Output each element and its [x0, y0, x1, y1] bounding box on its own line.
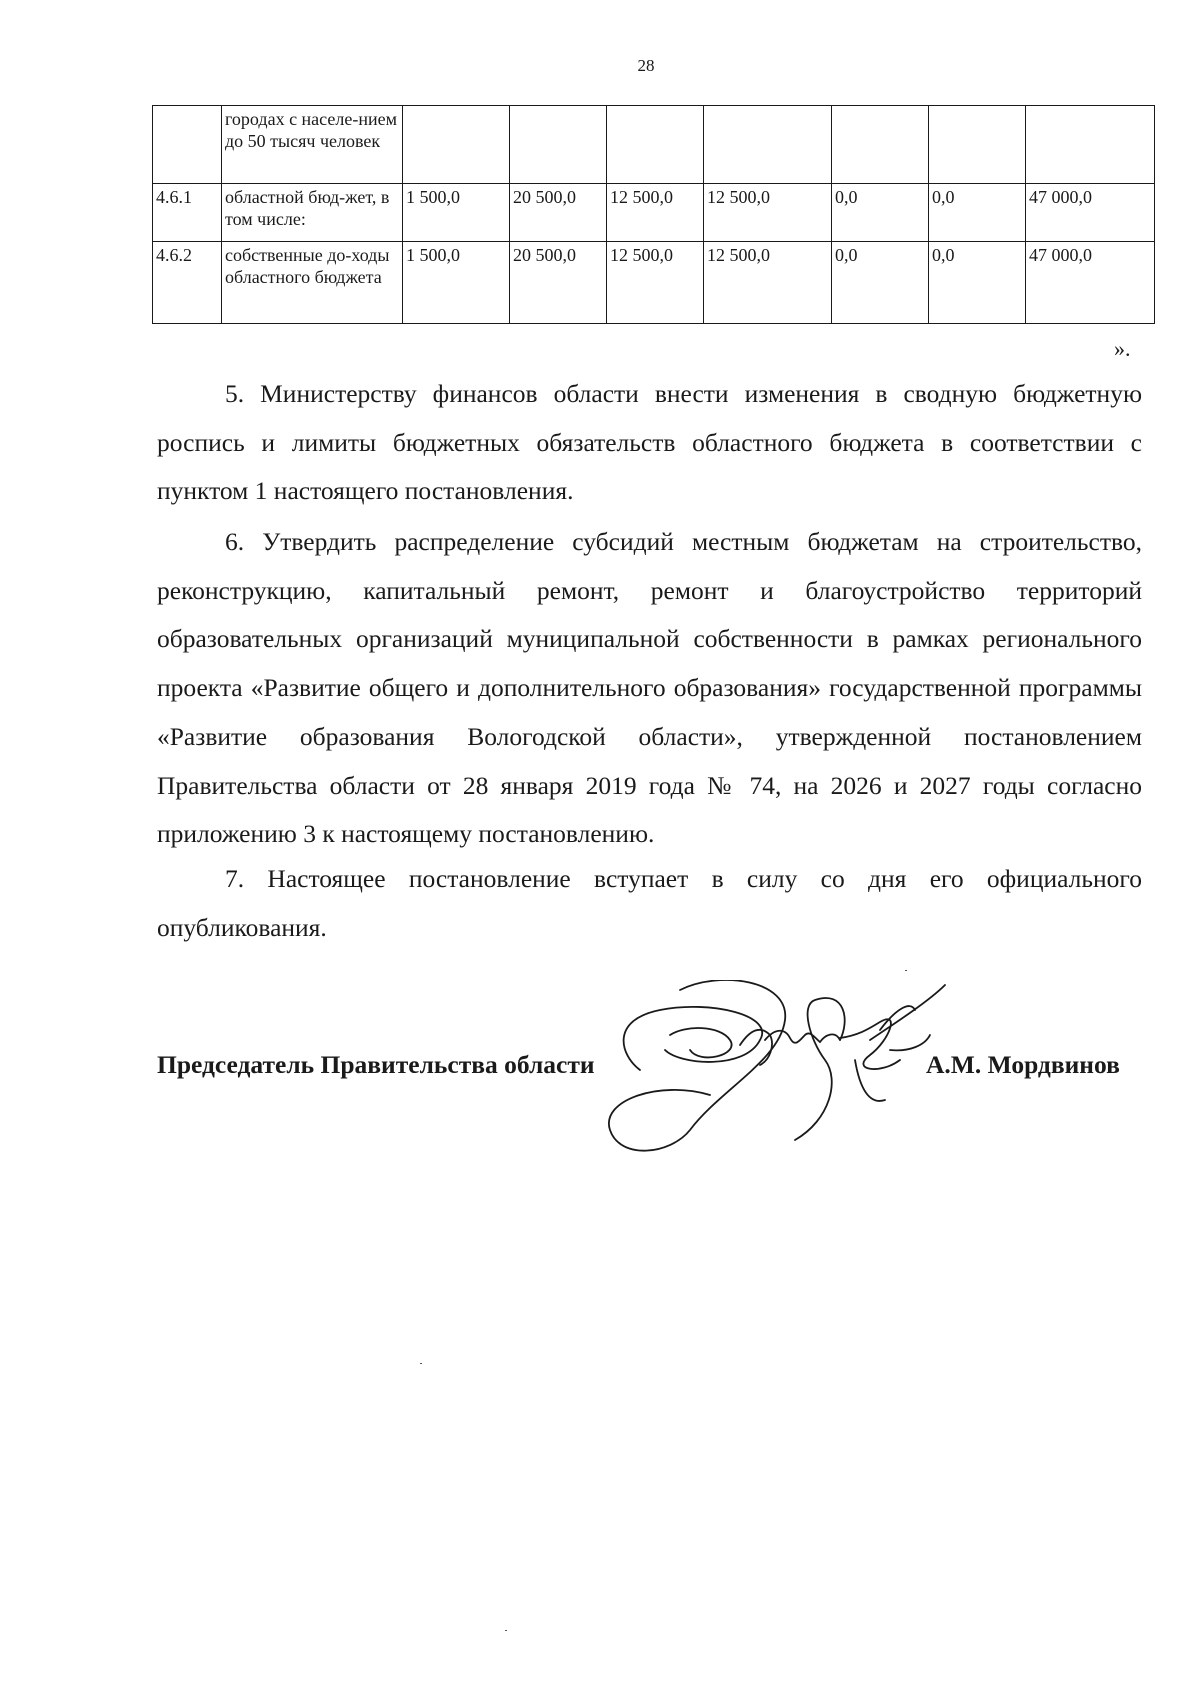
scan-speck — [905, 970, 907, 971]
value-cell — [510, 106, 607, 184]
value-cell: 1 500,0 — [403, 242, 510, 324]
closing-quote: ». — [1114, 336, 1131, 361]
row-name-cell: областной бюд-жет, в том числе: — [222, 184, 403, 242]
row-code-cell: 4.6.1 — [153, 184, 222, 242]
value-cell — [1026, 106, 1155, 184]
value-cell: 0,0 — [929, 242, 1026, 324]
table-row — [153, 106, 1155, 184]
value-cell: 1 500,0 — [403, 184, 510, 242]
row-name-cell: собственные до-ходы областного бюджета — [222, 242, 403, 324]
value-cell — [403, 106, 510, 184]
budget-table — [152, 105, 1155, 324]
row-name-cell: городах с населе-нием до 50 тысяч человек — [222, 106, 403, 184]
row-code-cell: 4.6.2 — [153, 242, 222, 324]
value-cell — [929, 106, 1026, 184]
table-row — [153, 242, 1155, 324]
value-cell: 20 500,0 — [510, 184, 607, 242]
value-cell: 12 500,0 — [607, 184, 704, 242]
paragraph-5: 5. Министерству финансов области внести изменения в сводную бюджетную роспись и лимиты бюджетных обязательств областного бюджета в соответствии с пунктом 1 настоящего постановления. — [157, 379, 1142, 506]
value-cell: 20 500,0 — [510, 242, 607, 324]
value-cell: 12 500,0 — [607, 242, 704, 324]
value-cell: 0,0 — [832, 184, 929, 242]
value-cell: 47 000,0 — [1026, 242, 1155, 324]
value-cell — [832, 106, 929, 184]
row-code-cell — [153, 106, 222, 184]
value-cell — [704, 106, 832, 184]
page-number: 28 — [637, 56, 655, 75]
value-cell — [607, 106, 704, 184]
table-row — [153, 184, 1155, 242]
paragraph-6: 6. Утвердить распределение субсидий местным бюджетам на строительство, реконструкцию, капитальный ремонт, ремонт и благоустройство территорий образовательных организаций муниципальной собственности в рамках регионального проекта «Развитие общего и дополнительного образования» государственной программы «Развитие образования Вологодской области», утвержденной постановлением Правительства области от 28 января 2019 года № 74, на 2026 и 2027 годы согласно приложению 3 к настоящему постановлению. — [157, 527, 1142, 849]
value-cell: 12 500,0 — [704, 184, 832, 242]
value-cell: 0,0 — [832, 242, 929, 324]
scan-speck — [505, 1630, 507, 1631]
handwritten-signature — [600, 980, 990, 1180]
signatory-name: А.М. Мордвинов — [926, 1050, 1120, 1079]
paragraph-7: 7. Настоящее постановление вступает в силу со дня его официального опубликования. — [157, 864, 1142, 942]
value-cell: 47 000,0 — [1026, 184, 1155, 242]
value-cell: 0,0 — [929, 184, 1026, 242]
value-cell: 12 500,0 — [704, 242, 832, 324]
scan-speck — [420, 1363, 422, 1364]
signatory-position: Председатель Правительства области — [157, 1050, 595, 1079]
